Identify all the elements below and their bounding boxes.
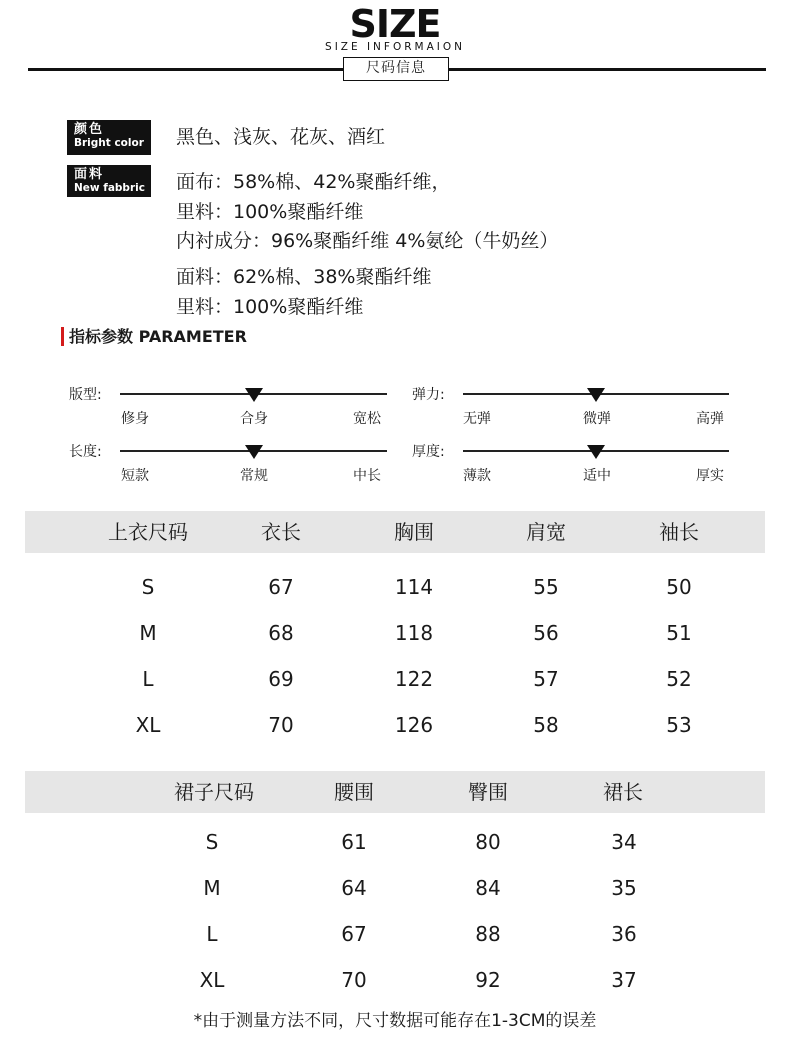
skirt-table-cell: 61 <box>341 830 367 854</box>
top-table-header-cell: 肩宽 <box>526 520 566 544</box>
elasticity-option: 无弹 <box>463 411 491 427</box>
skirt-table-cell: 36 <box>611 922 637 946</box>
top-table-cell: 51 <box>666 621 692 645</box>
top-table-cell: 53 <box>666 713 692 737</box>
skirt-size-table-header <box>25 771 765 813</box>
elasticity-option: 高弹 <box>696 411 724 427</box>
skirt-table-cell: 70 <box>341 968 367 992</box>
fit-option: 合身 <box>240 411 268 427</box>
skirt-table-cell: 80 <box>475 830 501 854</box>
skirt-table-header-cell: 腰围 <box>334 780 374 804</box>
top-table-cell: XL <box>135 713 161 737</box>
top-table-cell: 50 <box>666 575 692 599</box>
fabric-line: 内衬成分：96%聚酯纤维 4%氨纶（牛奶丝） <box>176 230 559 252</box>
parameter-accent-bar <box>61 327 64 346</box>
skirt-table-cell: L <box>206 922 218 946</box>
measurement-note: *由于测量方法不同，尺寸数据可能存在1-3CM的误差 <box>193 1011 597 1031</box>
top-table-header-cell: 上衣尺码 <box>108 520 188 544</box>
top-table-cell: 69 <box>268 667 294 691</box>
thickness-slider-label: 厚度: <box>412 444 445 460</box>
skirt-table-cell: S <box>205 830 219 854</box>
skirt-table-cell: 37 <box>611 968 637 992</box>
length-slider-label: 长度: <box>69 444 102 460</box>
skirt-table-header-cell: 裙子尺码 <box>174 780 254 804</box>
top-table-cell: 55 <box>533 575 559 599</box>
fabric-line: 里料：100%聚酯纤维 <box>176 201 364 223</box>
top-table-header-cell: 衣长 <box>261 520 301 544</box>
fabric-tag <box>67 165 151 197</box>
top-table-cell: 58 <box>533 713 559 737</box>
length-option: 中长 <box>353 468 381 484</box>
fit-slider-label: 版型: <box>69 387 102 403</box>
elasticity-slider-marker-icon <box>587 388 605 402</box>
skirt-table-cell: 84 <box>475 876 501 900</box>
top-table-cell: 114 <box>394 575 434 599</box>
elasticity-option: 微弹 <box>583 411 611 427</box>
top-table-cell: M <box>139 621 157 645</box>
skirt-table-header-cell: 裙长 <box>603 780 643 804</box>
top-table-cell: 57 <box>533 667 559 691</box>
color-values: 黑色、浅灰、花灰、酒红 <box>176 126 386 148</box>
elasticity-slider-label: 弹力: <box>412 387 445 403</box>
top-table-header-cell: 胸围 <box>394 520 434 544</box>
skirt-table-cell: 35 <box>611 876 637 900</box>
top-table-cell: 70 <box>268 713 294 737</box>
top-table-cell: 52 <box>666 667 692 691</box>
skirt-table-cell: 64 <box>341 876 367 900</box>
thickness-option: 薄款 <box>463 468 491 484</box>
color-tag-cn: 颜色 <box>74 122 105 137</box>
fabric-line: 里料：100%聚酯纤维 <box>176 296 364 318</box>
top-table-header-cell: 袖长 <box>659 520 699 544</box>
size-subtitle: SIZE INFORMAION <box>325 41 465 53</box>
fabric-line: 面布：58%棉、42%聚酯纤维， <box>176 171 451 193</box>
top-table-cell: 122 <box>394 667 434 691</box>
top-table-cell: L <box>142 667 154 691</box>
top-table-cell: 118 <box>394 621 434 645</box>
thickness-option: 适中 <box>583 468 611 484</box>
top-table-cell: 56 <box>533 621 559 645</box>
color-tag-en: Bright color <box>74 137 144 149</box>
fabric-tag-en: New fabbric <box>74 182 145 194</box>
skirt-table-cell: 92 <box>475 968 501 992</box>
fabric-tag-cn: 面料 <box>74 167 105 182</box>
fit-slider-marker-icon <box>245 388 263 402</box>
thickness-slider-marker-icon <box>587 445 605 459</box>
size-info-label: 尺码信息 <box>343 57 449 81</box>
length-option: 常规 <box>240 468 268 484</box>
skirt-table-cell: XL <box>199 968 225 992</box>
fit-option: 修身 <box>121 411 149 427</box>
color-tag <box>67 120 151 155</box>
skirt-table-cell: M <box>203 876 221 900</box>
skirt-table-cell: 88 <box>475 922 501 946</box>
skirt-table-header-cell: 臀围 <box>468 780 508 804</box>
fit-option: 宽松 <box>353 411 381 427</box>
top-table-cell: S <box>141 575 155 599</box>
top-table-cell: 126 <box>394 713 434 737</box>
thickness-option: 厚实 <box>696 468 724 484</box>
fabric-line: 面料：62%棉、38%聚酯纤维 <box>176 266 432 288</box>
top-table-cell: 68 <box>268 621 294 645</box>
parameter-title: 指标参数 PARAMETER <box>69 327 247 346</box>
size-title: SIZE <box>349 2 441 46</box>
length-slider-marker-icon <box>245 445 263 459</box>
skirt-table-cell: 67 <box>341 922 367 946</box>
length-option: 短款 <box>121 468 149 484</box>
top-table-cell: 67 <box>268 575 294 599</box>
skirt-table-cell: 34 <box>611 830 637 854</box>
